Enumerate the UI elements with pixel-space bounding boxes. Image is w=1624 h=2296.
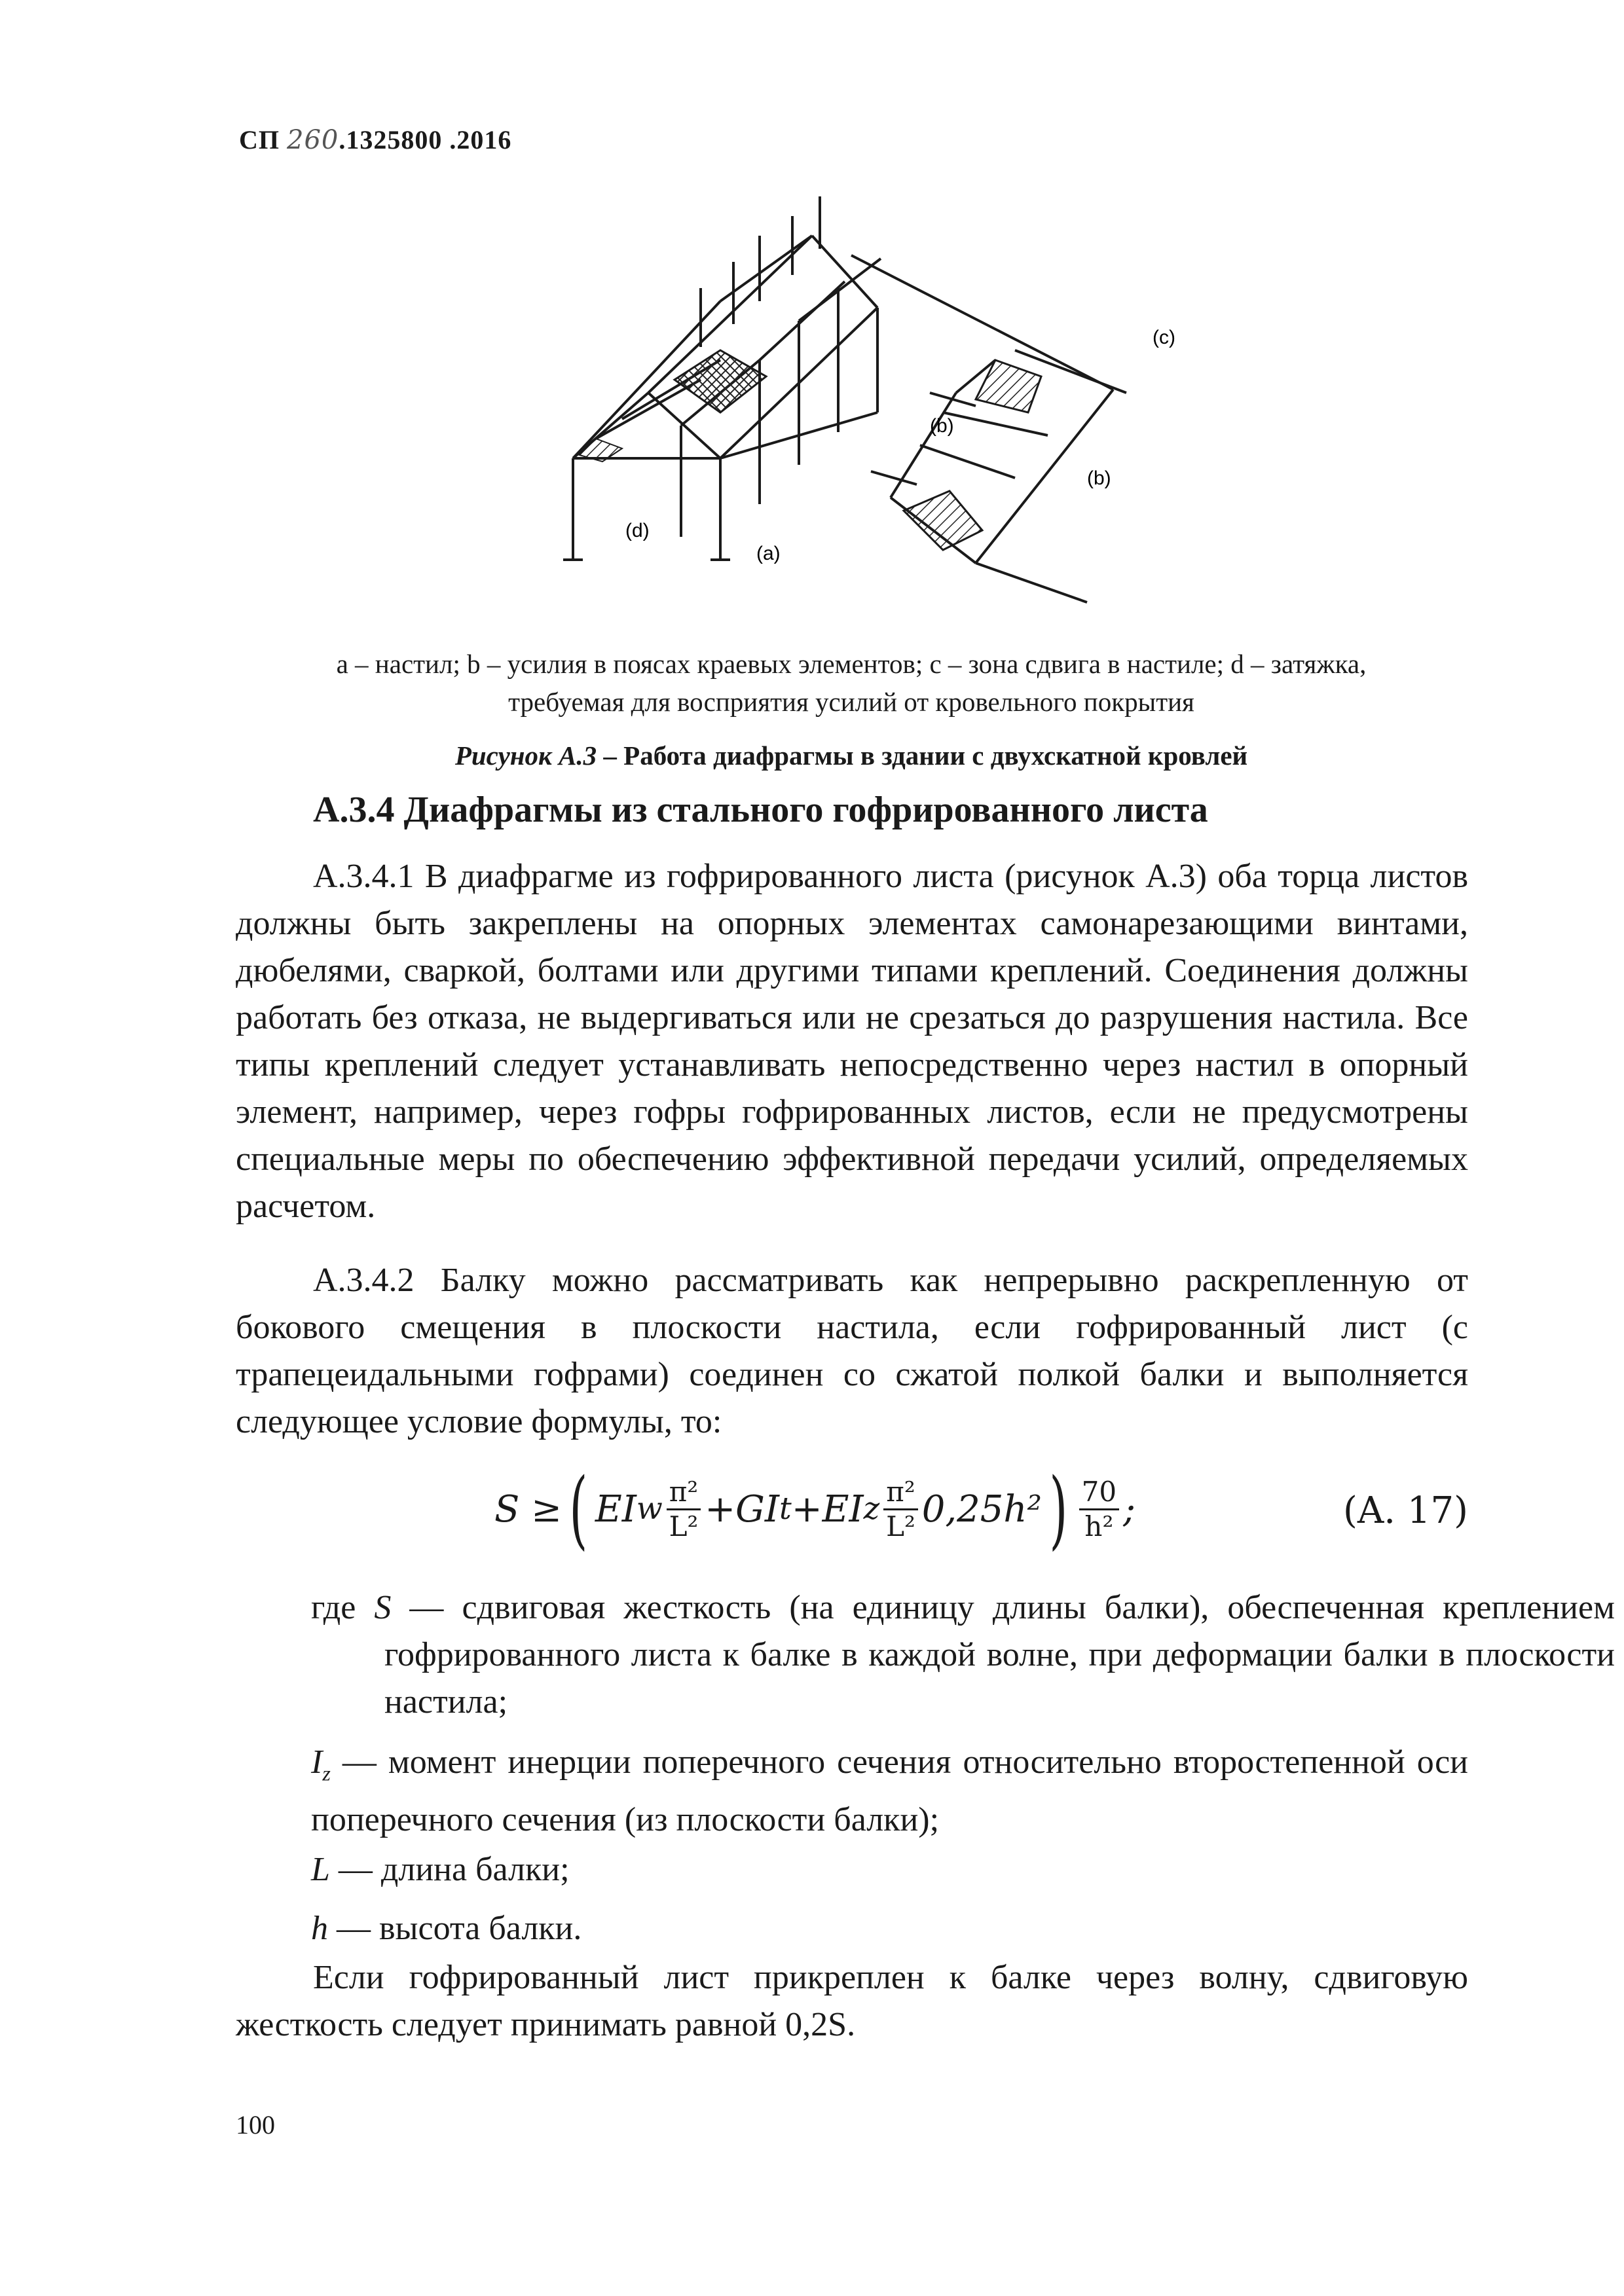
diaphragm-figure — [524, 196, 1244, 629]
definition-l — [311, 1846, 1468, 1893]
figure-caption-line1: а – настил; b – усилия в поясах краевых элементов; с – зона сдвига в настиле; d – затяжка, — [336, 649, 1367, 679]
formula-a17 — [236, 1453, 1468, 1565]
figure-label-b1: (b) — [930, 415, 954, 437]
definition-iz — [311, 1739, 1468, 1844]
definitions-where: где — [311, 1589, 356, 1626]
formula-lhs: S ≥ — [494, 1487, 563, 1531]
formula-sub-t: t — [779, 1491, 792, 1527]
formula-term-eiw: EI — [595, 1487, 637, 1531]
figure-label-c: (c) — [1153, 327, 1175, 348]
definitions-list — [311, 1584, 1615, 1947]
definition-h-symbol: h — [311, 1910, 328, 1947]
figure-label-a: (a) — [756, 543, 781, 564]
formula-term-eiz: EI — [822, 1487, 864, 1531]
definition-l-text: — длина балки; — [329, 1851, 570, 1888]
formula-term-git: GI — [735, 1487, 779, 1531]
formula-plus2: + — [791, 1487, 822, 1531]
definition-iz-text: — момент инерции поперечного сечения относительно второстепенной оси поперечного сечения (из плоскости балки); — [311, 1743, 1468, 1839]
paragraph-a341: А.3.4.1 В диафрагме из гофрированного листа (рисунок А.3) оба торца листов должны быть закреплены на опорных элементах самонарезающими винтами, дюбелями, сваркой, болтами или другими типами креплений. Соединения должны работать без отказа, не выдергиваться или не срезаться до разрушения настила. Все типы креплений следует устанавливать непосредственно через настил в опорный элемент, например, через гофры гофрированных листов, если не предусмотрены специальные меры по обеспечению эффективной передачи усилий, определяемых расчетом. — [236, 858, 1468, 1225]
formula-close-paren: ) — [1049, 1459, 1068, 1559]
formula-frac2 — [883, 1476, 917, 1543]
formula-number: (A. 17) — [1343, 1489, 1468, 1532]
formula-open-paren: ( — [569, 1459, 588, 1559]
formula-body — [494, 1453, 1135, 1565]
formula-frac1 — [667, 1476, 701, 1543]
formula-sub-w: w — [636, 1491, 663, 1527]
formula-frac3 — [1079, 1476, 1119, 1543]
paragraph-a342: А.3.4.2 Балку можно рассматривать как непрерывно раскрепленную от бокового смещения в плоскости настила, если гофрированный лист (с трапецеидальными гофрами) соединен со сжатой полкой балки и выполняется следующее условие формулы, то: — [236, 1262, 1468, 1440]
header-prefix: СП — [239, 125, 280, 155]
frac3-num: 70 — [1079, 1476, 1119, 1510]
definition-h — [311, 1905, 1468, 1952]
paragraph-shear-stiffness-note: Если гофрированный лист прикреплен к балке через волну, сдвиговую жесткость следует принимать равной 0,2S. — [236, 1959, 1468, 2043]
definition-iz-symbol: I — [311, 1743, 323, 1781]
frac2-num: π² — [883, 1476, 917, 1510]
frac2-den: L² — [886, 1510, 915, 1542]
definition-s — [238, 1584, 1615, 1726]
figure-caption-line2: требуемая для восприятия усилий от кровельного покрытия — [508, 687, 1194, 717]
frac1-num: π² — [667, 1476, 701, 1510]
definition-h-text: — высота балки. — [328, 1910, 582, 1947]
figure-title-text: – Работа диафрагмы в здании с двухскатной кровлей — [597, 740, 1248, 771]
frac1-den: L² — [669, 1510, 699, 1542]
definition-s-text: — сдвиговая жесткость (на единицу длины балки), обеспеченная креплением гофрированного листа к балке в каждой волне, при деформации балки в плоскости настила; — [384, 1589, 1615, 1721]
figure-title-prefix: Рисунок А.3 — [454, 740, 597, 771]
sheet-shear-zone-bottom-hatch — [904, 491, 982, 550]
header-handwritten-number: 260 — [287, 125, 339, 155]
definition-s-symbol: S — [374, 1589, 392, 1626]
frac3-den: h² — [1084, 1510, 1114, 1542]
formula-sub-z: z — [863, 1491, 880, 1527]
section-title: А.3.4 Диафрагмы из стального гофрированного листа — [313, 790, 1208, 830]
definition-iz-sub: z — [322, 1761, 331, 1785]
header-code: .1325800 .2016 — [339, 125, 512, 155]
figure-label-b2: (b) — [1087, 467, 1111, 489]
definition-l-symbol: L — [311, 1851, 330, 1888]
sheet-diagram — [851, 255, 1126, 602]
page-number: 100 — [236, 2110, 275, 2140]
formula-term-h: 0,25h² — [921, 1487, 1042, 1531]
figure-caption — [236, 645, 1467, 721]
roof-shear-zone-crosshatch — [674, 350, 766, 412]
document-code-header — [239, 124, 511, 155]
formula-plus1: + — [705, 1487, 736, 1531]
formula-tail: ; — [1123, 1487, 1135, 1531]
figure-label-d: (d) — [625, 520, 650, 541]
figure-title — [236, 737, 1467, 774]
